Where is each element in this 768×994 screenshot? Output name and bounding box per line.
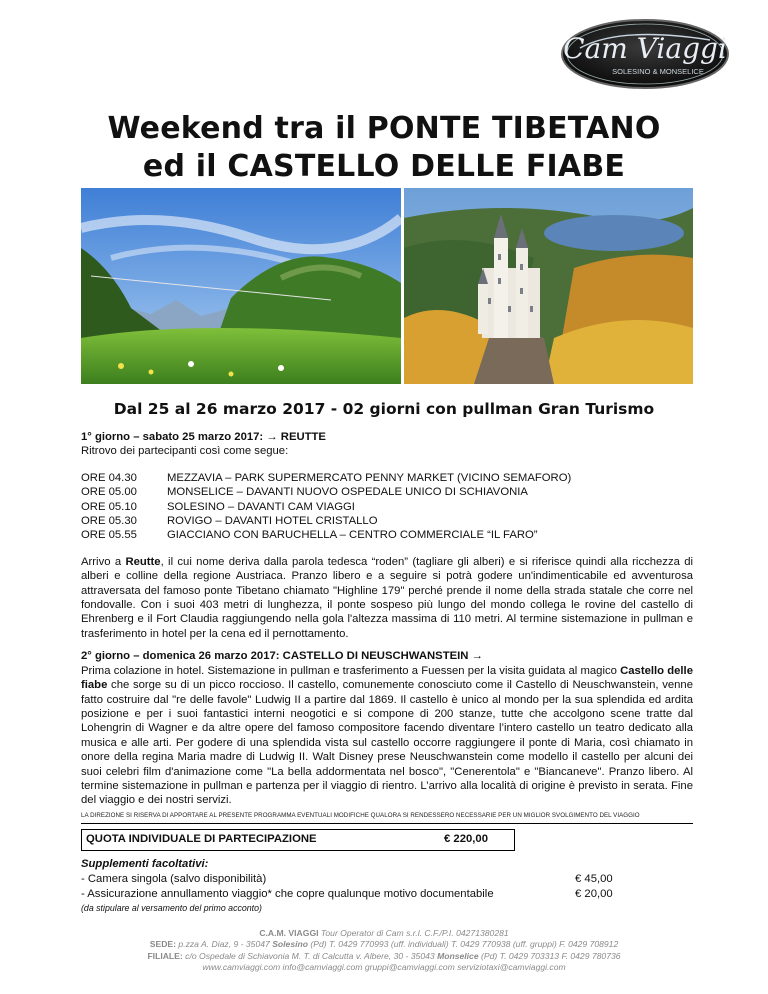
day2-heading — [81, 649, 693, 663]
day1-heading-label: 1° giorno – sabato 25 marzo 2017: — [81, 431, 264, 443]
footer-sede-address: p.zza A. Diaz, 9 - 35047 — [176, 939, 273, 950]
day2-heading-label: 2° giorno – domenica 26 marzo 2017: CASTELLO DI NEUSCHWANSTEIN — [81, 650, 469, 663]
footer-company-type: Tour Operator — [318, 928, 375, 938]
footer-company-line — [0, 928, 768, 939]
day1-text-a: Arrivo a — [81, 555, 126, 568]
schedule-time: ORE 05.10 — [81, 500, 137, 513]
day1-heading — [81, 430, 693, 444]
footer-filiale-phones: (Pd) T. 0429 703313 F. 0429 780736 — [478, 950, 621, 961]
schedule-time: ORE 05.00 — [81, 486, 137, 499]
footer-contacts: www.camviaggi.com info@camviaggi.com gruppi@camviaggi.com serviziotaxi@camviaggi.com — [202, 961, 566, 972]
logo-brand: Cam Viaggi — [563, 32, 727, 65]
footer-sede-phones: (Pd) T. 0429 770993 (uff. individuali) T. 0429 770938 (uff. gruppi) F. 0429 708912 — [308, 939, 619, 950]
supplements-note: (da stipulare al versamento del primo acconto) — [81, 903, 262, 913]
logo-subline: SOLESINO & MONSELICE — [612, 67, 704, 76]
schedule-row — [81, 514, 693, 528]
arrow-icon: → — [471, 650, 483, 663]
day2-text-bold: Castello delle fiabe — [81, 664, 693, 692]
supplement-item-price: € 45,00 — [575, 873, 613, 885]
day2-text-a: Prima colazione in hotel. Sistemazione in pullman e trasferimento a Fuessen per la visita guidata al magico — [81, 664, 621, 677]
supplement-item-label: - Assicurazione annullamento viaggio* che copre qualunque motivo documentabile — [81, 888, 494, 900]
schedule-place: ROVIGO – DAVANTI HOTEL CRISTALLO — [167, 515, 378, 528]
schedule-row — [81, 485, 693, 499]
title-line-1: Weekend tra il PONTE TIBETANO — [107, 111, 661, 146]
day1-description — [81, 555, 693, 641]
program-disclaimer: LA DIREZIONE SI RISERVA DI APPORTARE AL PRESENTE PROGRAMMA EVENTUALI MODIFICHE QUALORA SI RENDESSERO NECESSARIE PER UN MIGLIOR SVOLGIMENTO DEL VIAGGIO — [81, 812, 640, 819]
schedule-place: MONSELICE – DAVANTI NUOVO OSPEDALE UNICO DI SCHIAVONIA — [167, 486, 528, 499]
price-label: QUOTA INDIVIDUALE DI PARTECIPAZIONE — [86, 833, 317, 845]
company-logo — [560, 18, 730, 90]
photo-tibetan-bridge — [81, 188, 401, 384]
title-line-2: ed il CASTELLO DELLE FIABE — [142, 149, 626, 184]
document-title — [0, 110, 768, 186]
itinerary-content — [81, 430, 693, 808]
schedule-time: ORE 05.55 — [81, 529, 137, 542]
supplement-item-price: € 20,00 — [575, 888, 613, 900]
schedule-time: ORE 05.30 — [81, 515, 137, 528]
day1-destination: REUTTE — [280, 431, 326, 443]
day1-intro: Ritrovo dei partecipanti così come segue: — [81, 445, 289, 458]
supplement-item-label: - Camera singola (salvo disponibilità) — [81, 873, 267, 885]
footer-company-info: di Cam s.r.l. C.F./P.I. 04271380281 — [374, 928, 509, 938]
divider — [81, 823, 693, 824]
footer-sede-line — [0, 939, 768, 950]
schedule-time: ORE 04.30 — [81, 471, 137, 484]
day1-text-bold: Reutte — [125, 555, 161, 568]
price-value: € 220,00 — [444, 833, 488, 845]
trip-dates-subtitle: Dal 25 al 26 marzo 2017 - 02 giorni con pullman Gran Turismo — [113, 400, 655, 418]
footer-company-name: C.A.M. VIAGGI — [259, 928, 319, 938]
footer-sede-city: Solesino — [272, 939, 309, 950]
day1-text-b: , il cui nome deriva dalla parola tedesca “roden” (tagliare gli alberi) e si riferisce quindi alla ricchezza di alberi e colline della regione Austriaca. Pranzo libero e a seguire si potrà godere un'indimenticabile ed avventurosa attraversata del famoso ponte Tibetano chiamato "Highline 179" perché prende il nome della strada statale che corre nel fondovalle. Con i suoi 403 metri di lunghezza, il ponte sospeso più lungo del mondo collega le rovine del castello di Ehrenberg e il Fort Claudia raggiungendo nella gola l'altezza massima di 110 metri. Al termine sistemazione in pullman e trasferimento in hotel per la cena ed il pernottamento. — [81, 555, 693, 640]
departure-schedule — [81, 471, 693, 543]
footer-filiale-label: FILIALE: — [147, 950, 183, 961]
footer-filiale-city: Monselice — [437, 950, 479, 961]
day2-description — [81, 664, 693, 808]
schedule-row — [81, 500, 693, 514]
schedule-row — [81, 528, 693, 542]
schedule-place: SOLESINO – DAVANTI CAM VIAGGI — [167, 500, 355, 513]
supplements-title: Supplementi facoltativi: — [81, 858, 209, 870]
footer-filiale-line — [0, 951, 768, 962]
schedule-place: MEZZAVIA – PARK SUPERMERCATO PENNY MARKET (VICINO SEMAFORO) — [167, 471, 572, 484]
supplements-section — [81, 857, 621, 902]
photo-neuschwanstein-castle — [404, 188, 693, 384]
supplements-prices — [575, 872, 613, 902]
company-footer — [0, 928, 768, 973]
day2-text-b: che sorge su di un picco roccioso. Il castello, comunemente conosciuto come il Castello di Neuschwanstein, venne fatto costruire dal "re delle favole" Ludwig II a partire dal 1869. Il castello è unico al mondo per la sua splendida ed ardita posizione e per i suoi fantastici interni neogotici e si compone di 200 stanze, tutte che accolgono scene tratte dal Lohengrin di Wagner e da altre opere del famoso compositore facendo diventare l’intero castello un teatro dedicato alla musica e alle arti. Per godere di una splendida vista sul castello occorre raggiungere il ponte di Maria, così chiamato in onore della regina Maria madre di Ludwig II. Walt Disney prese Neuschwanstein come modello il castello per alcuni dei suoi celebri film d'animazione come "La bella addormentata nel bosco", "Cenerentola" e "Biancaneve". Pranzo libero. Al termine sistemazione in pullman e partenza per il viaggio di rientro. L’arrivo alla località di origine è previsto in serata. Fine del viaggio e dei nostri servizi. — [81, 679, 693, 807]
price-box — [81, 829, 515, 851]
schedule-row — [81, 471, 693, 485]
schedule-place: GIACCIANO CON BARUCHELLA – CENTRO COMMERCIALE “IL FARO” — [167, 529, 538, 542]
footer-filiale-address: c/o Ospedale di Schiavonia M. T. di Calcutta v. Albere, 30 - 35043 — [182, 950, 438, 961]
footer-sede-label: SEDE: — [149, 939, 177, 950]
arrow-icon: → — [266, 431, 278, 443]
